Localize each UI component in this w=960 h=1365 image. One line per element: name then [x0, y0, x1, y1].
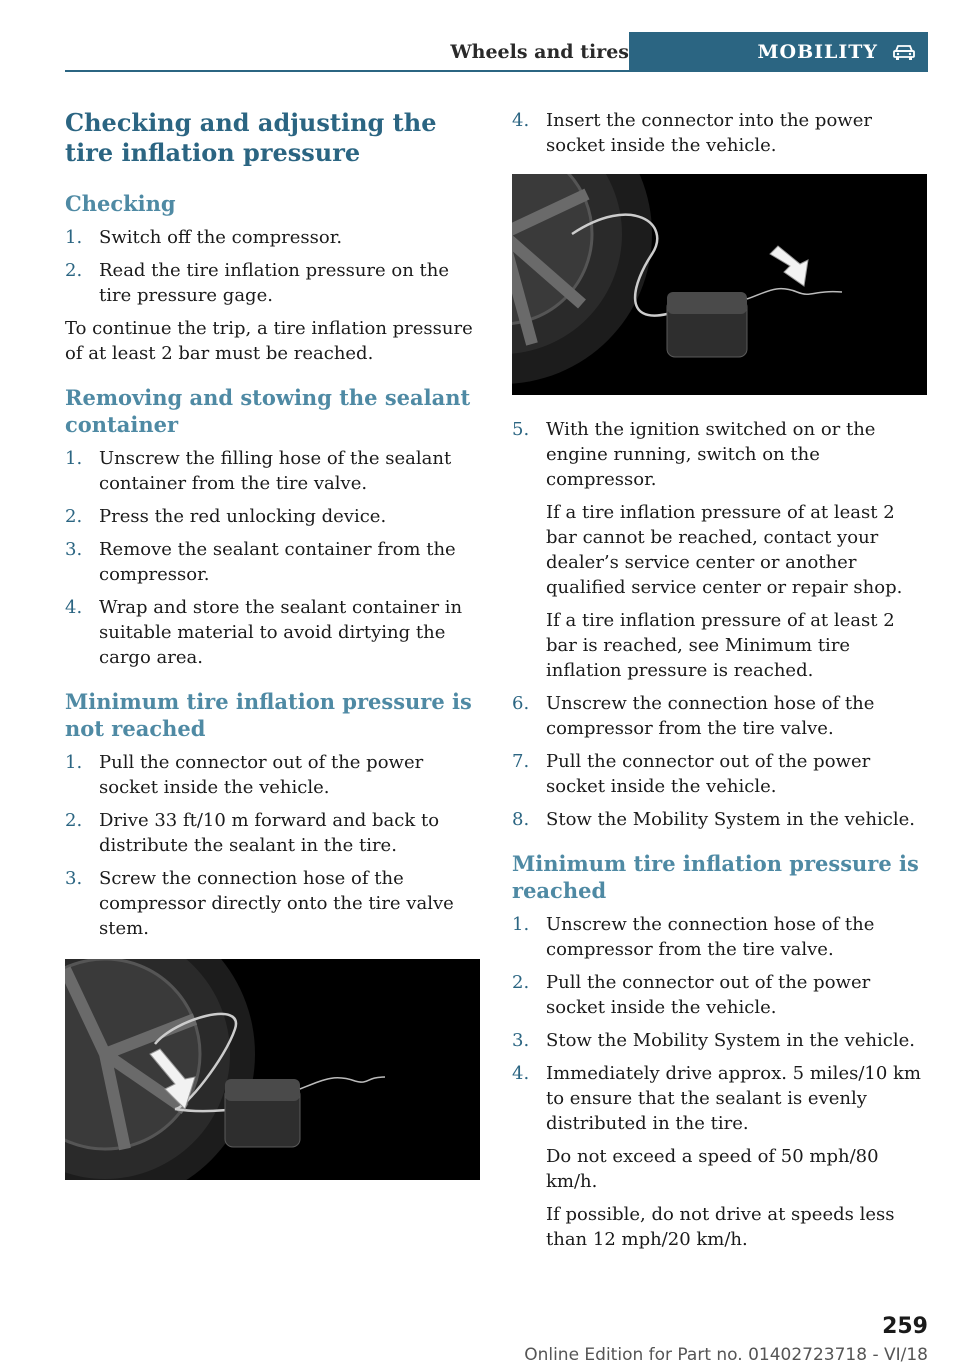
checking-note: To continue the trip, a tire inflation pressure of at least 2 bar must be reached.: [65, 318, 473, 364]
continued-steps-b: [512, 417, 927, 832]
step-note: Do not exceed a speed of 50 mph/80 km/h.: [546, 1146, 879, 1192]
list-item: 1. Switch off the compressor.: [65, 227, 343, 248]
chapter-tab: [629, 32, 928, 72]
left-column: [65, 108, 480, 1202]
checking-heading: Checking: [65, 191, 176, 216]
list-item: 3. Remove the sealant container from the compressor.: [65, 539, 456, 585]
chapter-title: MOBILITY: [757, 41, 878, 63]
removing-heading: Removing and stowing the sealant container: [65, 385, 471, 437]
compressor-valve-illustration: [65, 959, 480, 1180]
step-note: If possible, do not drive at speeds less than 12 mph/20 km/h.: [546, 1204, 895, 1250]
list-item: 3. Stow the Mobility System in the vehicle.: [512, 1030, 915, 1051]
reached-section: [512, 850, 927, 1252]
step-note: If a tire inflation pressure of at least 2 bar is reached, see Minimum tire inflation pressure is reached.: [546, 610, 895, 681]
power-socket-illustration: [512, 174, 927, 395]
checking-steps: [65, 225, 480, 308]
right-column: [512, 108, 927, 1270]
list-item: 6. Unscrew the connection hose of the compressor from the tire valve.: [512, 693, 875, 739]
list-item: 1. Pull the connector out of the power socket inside the vehicle.: [65, 752, 424, 798]
page-number: 259: [882, 1314, 928, 1339]
list-item: 1. Unscrew the connection hose of the compressor from the tire valve.: [512, 914, 875, 960]
checking-section: [65, 190, 480, 366]
list-item: 2. Drive 33 ft/10 m forward and back to distribute the sealant in the tire.: [65, 810, 440, 856]
list-item: 4. Immediately drive approx. 5 miles/10 km to ensure that the sealant is evenly distributed in the tire. Do not exceed a speed of 50 mph/80 km/h. If possible, do not drive at speeds less than 12 mph/20 km/h.: [512, 1061, 927, 1252]
list-item: 3. Screw the connection hose of the compressor directly onto the tire valve stem.: [65, 868, 454, 939]
list-item: 2. Pull the connector out of the power socket inside the vehicle.: [512, 972, 871, 1018]
not-reached-section: [65, 688, 480, 941]
removing-steps: [65, 446, 480, 670]
header-rule: [65, 70, 629, 72]
removing-section: [65, 384, 480, 670]
list-item: 5. With the ignition switched on or the engine running, switch on the compressor. If a tire inflation pressure of at least 2 bar cannot be reached, contact your dealer’s service center or another qualified service center or repair shop. If a tire inflation pressure of at least 2 bar is reached, see Minimum tire inflation pressure is reached.: [512, 417, 927, 683]
page-header: [65, 32, 928, 72]
car-icon: [892, 43, 916, 61]
main-heading: Checking and adjusting the tire inflation pressure: [65, 108, 437, 167]
page-footer: [0, 1314, 928, 1339]
reached-steps: [512, 912, 927, 1252]
edition-note: Online Edition for Part no. 01402723718 - VI/18: [524, 1345, 928, 1365]
list-item: 4. Insert the connector into the power socket inside the vehicle.: [512, 110, 872, 156]
reached-heading: Minimum tire inflation pressure is reached: [512, 851, 919, 903]
list-item: 4. Wrap and store the sealant container in suitable material to avoid dirtying the cargo area.: [65, 597, 463, 668]
section-title: Wheels and tires: [450, 41, 629, 63]
continued-steps-a: [512, 108, 927, 158]
step-note: If a tire inflation pressure of at least 2 bar cannot be reached, contact your dealer’s service center or another qualified service center or repair shop.: [546, 502, 903, 598]
list-item: 1. Unscrew the filling hose of the sealant container from the tire valve.: [65, 448, 452, 494]
not-reached-heading: Minimum tire inflation pressure is not reached: [65, 689, 472, 741]
list-item: 7. Pull the connector out of the power socket inside the vehicle.: [512, 751, 871, 797]
list-item: 2. Press the red unlocking device.: [65, 506, 387, 527]
list-item: 2. Read the tire inflation pressure on the tire pressure gage.: [65, 260, 450, 306]
list-item: 8. Stow the Mobility System in the vehicle.: [512, 809, 915, 830]
not-reached-steps: [65, 750, 480, 941]
